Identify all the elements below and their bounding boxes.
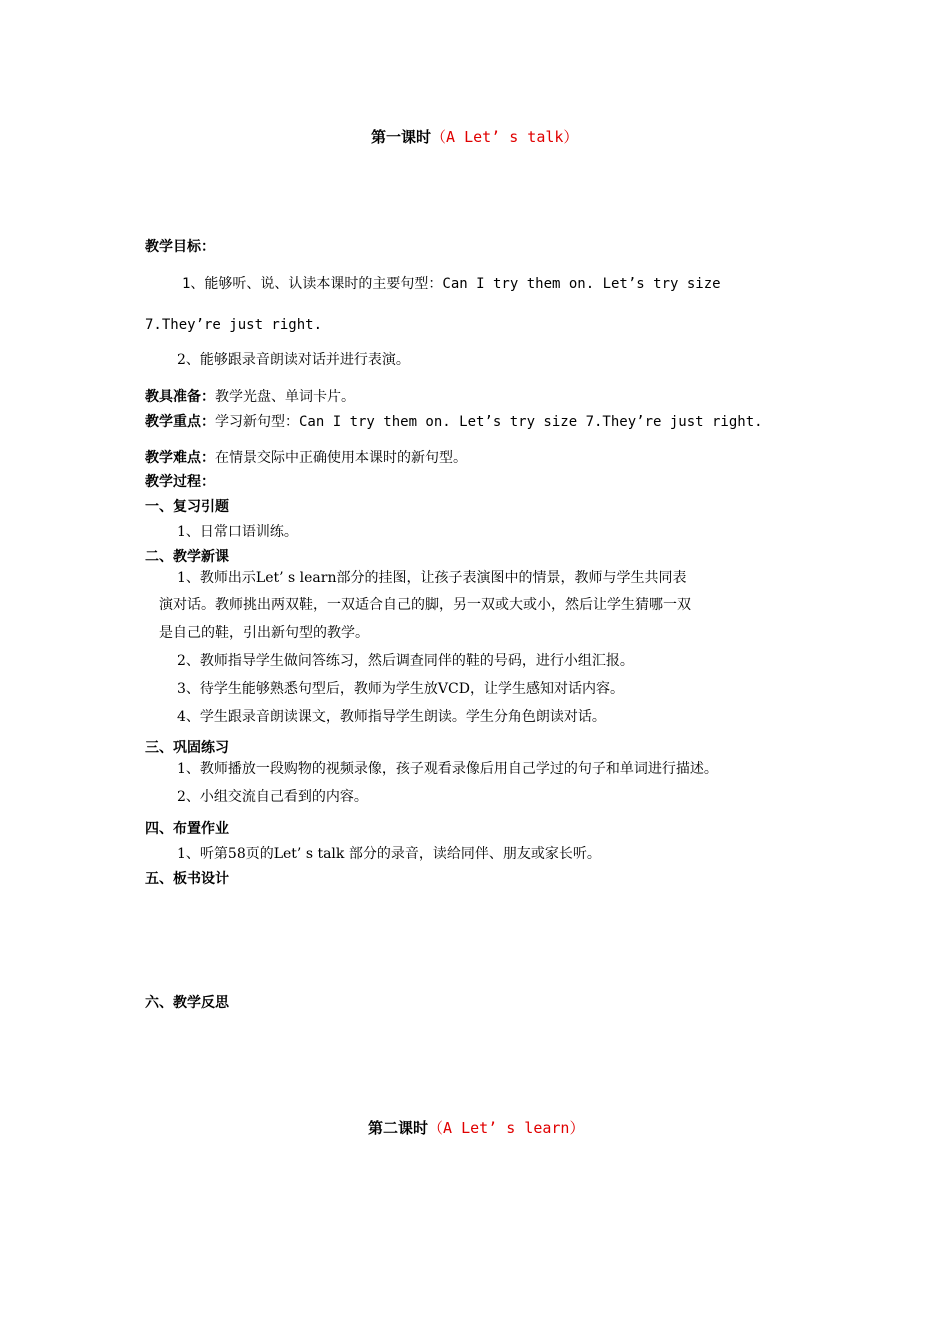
difficulties-line bbox=[145, 448, 467, 468]
section-2-item-2: 2、教师指导学生做问答练习，然后调查同伴的鞋的号码，进行小组汇报。 bbox=[177, 653, 634, 669]
key-points-text: 学习新句型：Can I try them on. Let’s try size 7.They’re just right. bbox=[215, 414, 763, 430]
difficulties-label: 教学难点： bbox=[145, 450, 215, 466]
objective-item-1-line-1: 1、能够听、说、认读本课时的主要句型：Can I try them on. Let’s try size bbox=[182, 276, 721, 292]
lesson1-title bbox=[371, 127, 578, 147]
section-4-heading: 四、布置作业 bbox=[145, 821, 229, 837]
section-3-item-2: 2、小组交流自己看到的内容。 bbox=[177, 789, 368, 805]
section-2-item-4: 4、学生跟录音朗读课文，教师指导学生朗读。学生分角色朗读对话。 bbox=[177, 709, 606, 725]
section-2-item-1-line-2: 演对话。教师挑出两双鞋，一双适合自己的脚，另一双或大或小，然后让学生猜哪一双 bbox=[159, 597, 691, 613]
section-3-item-1: 1、教师播放一段购物的视频录像，孩子观看录像后用自己学过的句子和单词进行描述。 bbox=[177, 761, 718, 777]
section-3-heading: 三、巩固练习 bbox=[145, 740, 229, 756]
lesson1-title-cn: 第一课时 bbox=[371, 128, 432, 146]
section-2-item-1-line-1: 1、教师出示Let’ s learn部分的挂图，让孩子表演图中的情景，教师与学生共同表 bbox=[177, 570, 687, 586]
section-2-item-3: 3、待学生能够熟悉句型后，教师为学生放VCD，让学生感知对话内容。 bbox=[177, 681, 624, 697]
lesson2-title bbox=[368, 1118, 584, 1138]
materials-line bbox=[145, 387, 355, 407]
objective-item-2: 2、能够跟录音朗读对话并进行表演。 bbox=[177, 352, 410, 368]
lesson2-title-cn: 第二课时 bbox=[368, 1119, 429, 1137]
key-points-label: 教学重点： bbox=[145, 414, 215, 430]
objective-item-1-line-2: 7.They’re just right. bbox=[145, 317, 323, 333]
materials-label: 教具准备： bbox=[145, 389, 215, 405]
process-heading: 教学过程： bbox=[145, 474, 215, 490]
section-5-heading: 五、板书设计 bbox=[145, 871, 229, 887]
key-points-line bbox=[145, 412, 763, 432]
lesson1-title-en: （A Let’ s talk） bbox=[431, 128, 579, 146]
objectives-heading: 教学目标： bbox=[145, 239, 215, 255]
section-2-heading: 二、教学新课 bbox=[145, 549, 229, 565]
difficulties-text: 在情景交际中正确使用本课时的新句型。 bbox=[215, 450, 467, 466]
materials-text: 教学光盘、单词卡片。 bbox=[215, 389, 355, 405]
lesson2-title-en: （A Let’ s learn） bbox=[428, 1119, 585, 1137]
section-1-heading: 一、复习引题 bbox=[145, 499, 229, 515]
section-1-item-1: 1、日常口语训练。 bbox=[177, 524, 298, 540]
section-2-item-1-line-3: 是自己的鞋，引出新句型的教学。 bbox=[159, 625, 369, 641]
section-6-heading: 六、教学反思 bbox=[145, 995, 229, 1011]
section-4-item-1: 1、听第58页的Let’ s talk 部分的录音，读给同伴、朋友或家长听。 bbox=[177, 846, 601, 862]
